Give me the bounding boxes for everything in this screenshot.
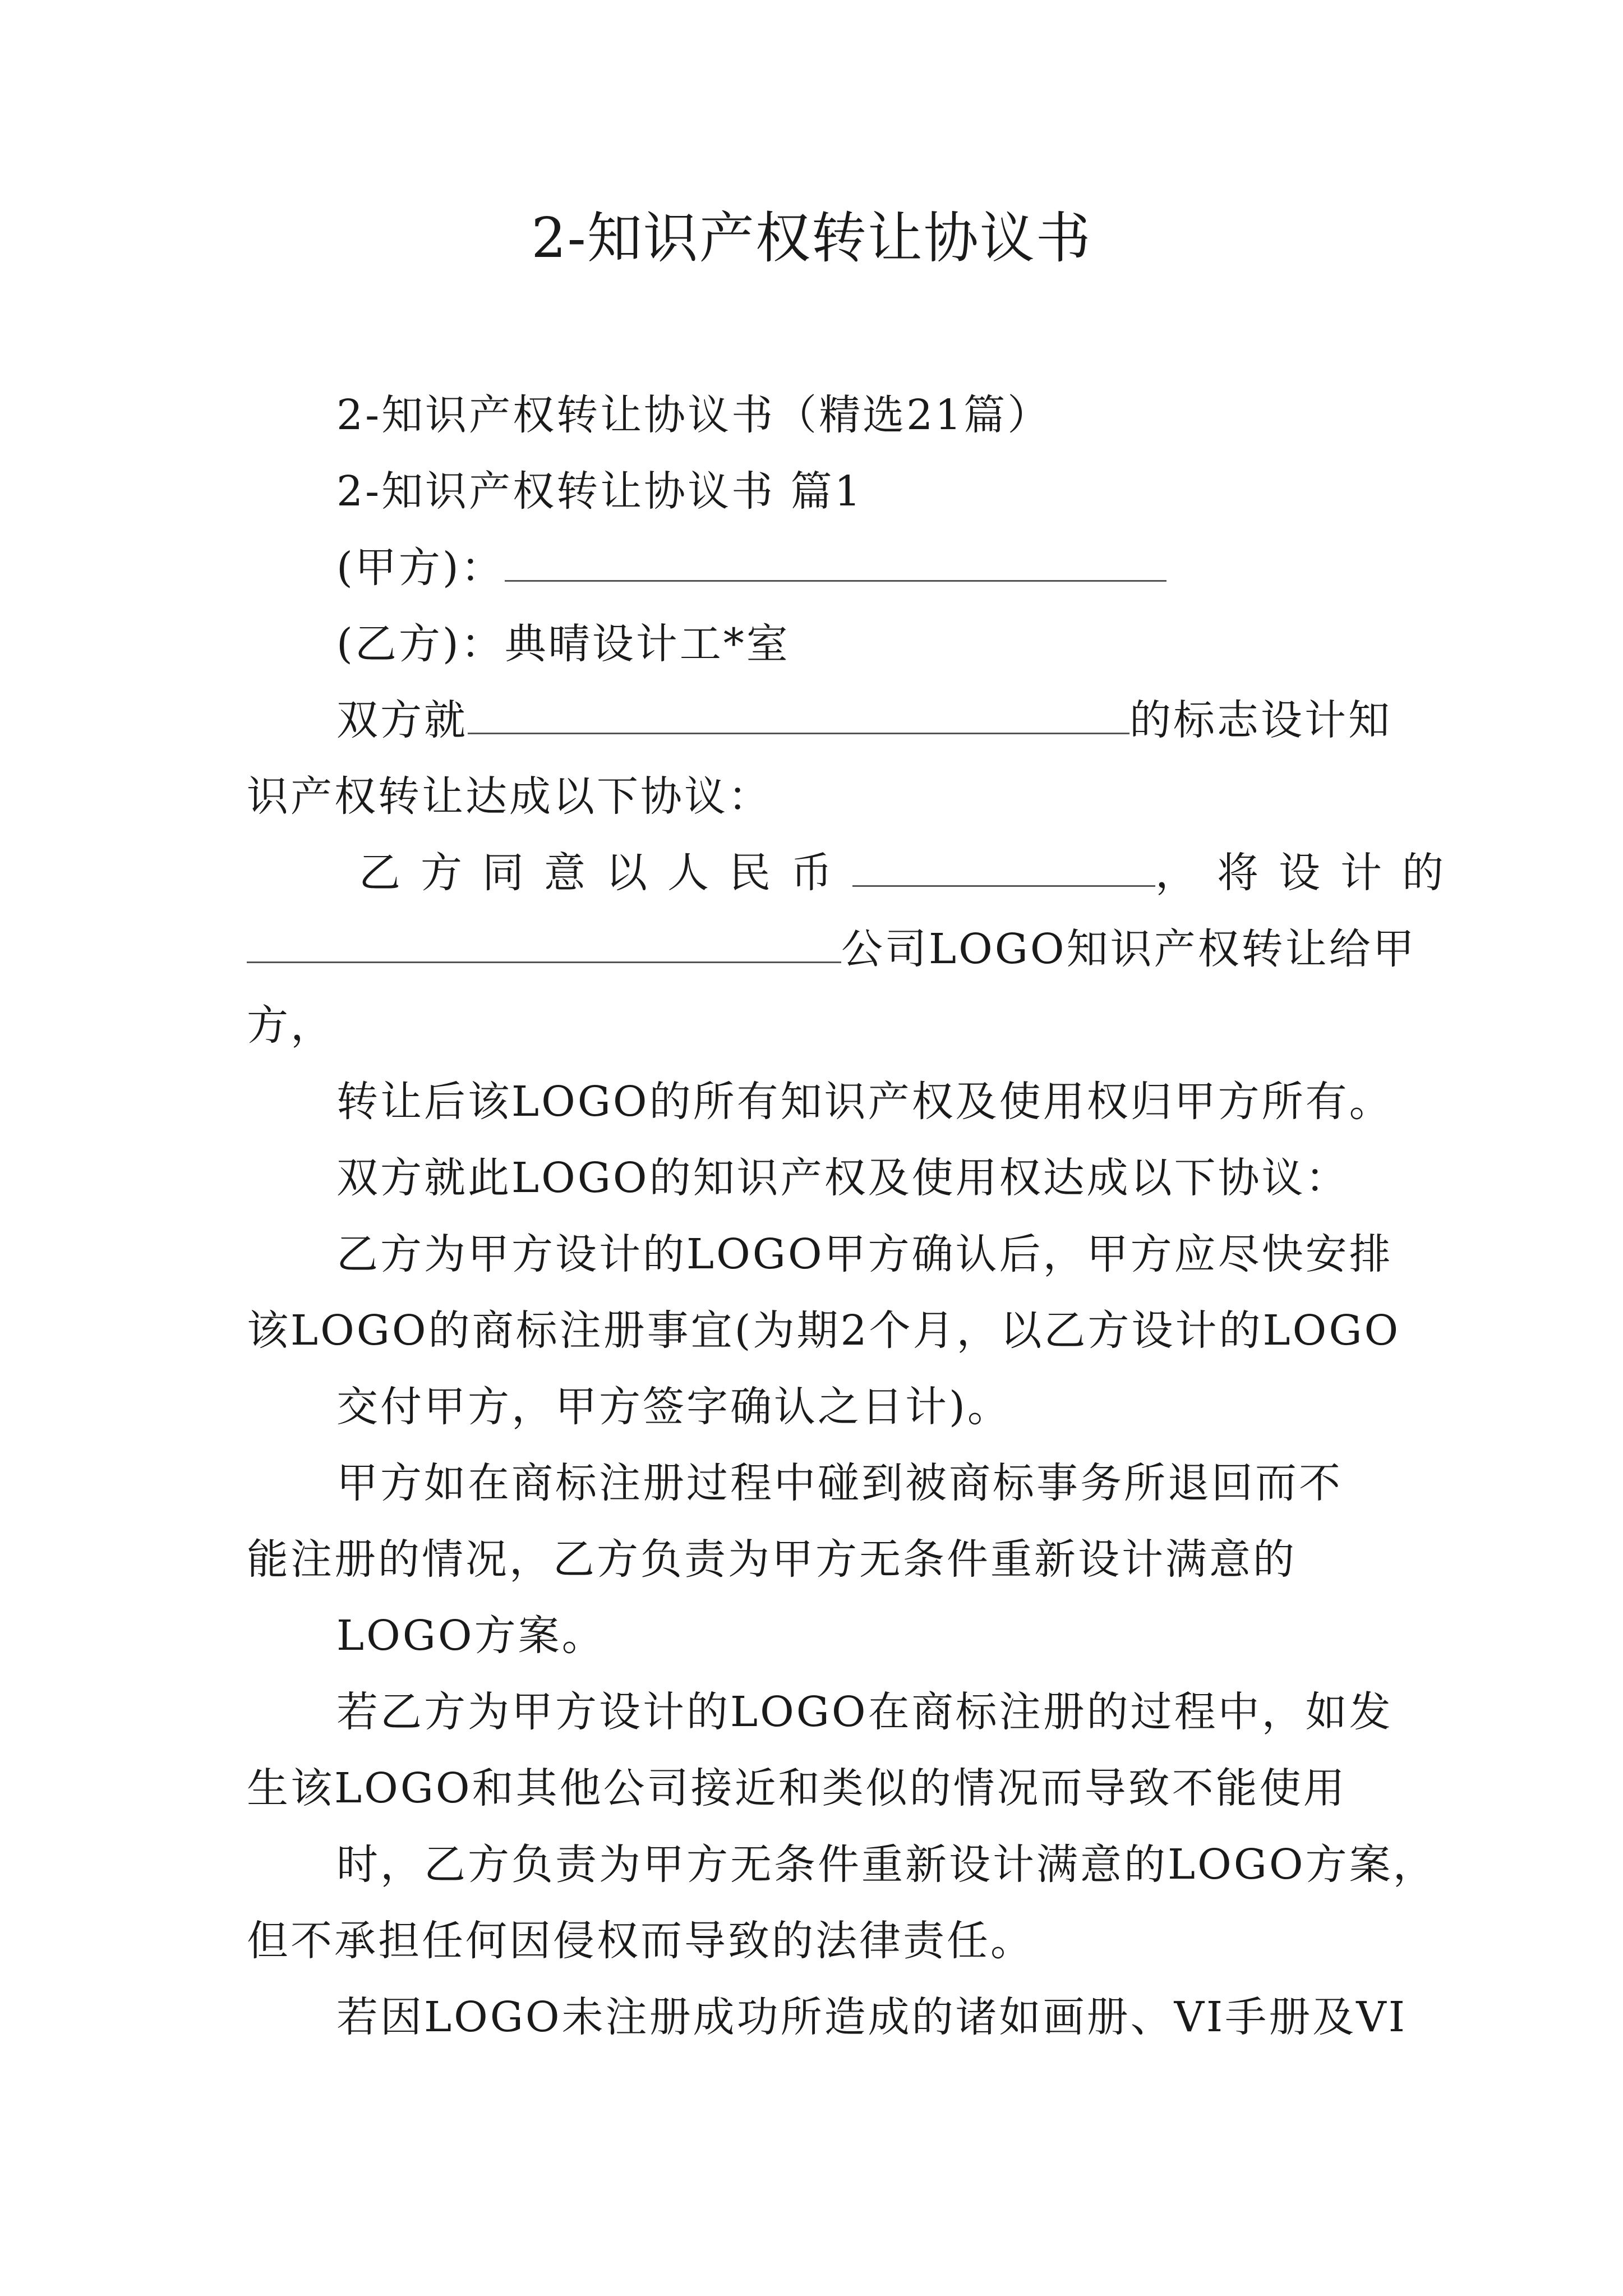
text-segment: 乙方同意以人民币: [359, 849, 852, 897]
subject-blank: [468, 699, 1129, 734]
company-blank: [247, 928, 841, 963]
text-line-15: 甲方如在商标注册过程中碰到被商标事务所退回而不: [336, 1459, 1343, 1507]
text-line-22: 若因LOGO未注册成功所造成的诸如画册、VI手册及VI: [336, 1993, 1407, 2041]
text-segment: ，将设计的: [1155, 849, 1464, 897]
text-line-18: 若乙方为甲方设计的LOGO在商标注册的过程中，如发: [336, 1688, 1393, 1736]
text-line-13: 该LOGO的商标注册事宜(为期2个月，以乙方设计的LOGO: [247, 1306, 1401, 1355]
document-title: 2-知识产权转让协议书: [531, 206, 1092, 270]
text-line-14: 交付甲方，甲方签字确认之日计)。: [336, 1383, 1011, 1431]
party-a-blank: [505, 546, 1166, 582]
text-line-19: 生该LOGO和其他公司接近和类似的情况而导致不能使用: [247, 1764, 1347, 1812]
text-line-2: 2-知识产权转让协议书 篇1: [336, 467, 863, 516]
text-segment: 公司LOGO知识产权转让给甲: [841, 925, 1417, 973]
text-line-12: 乙方为甲方设计的LOGO甲方确认后，甲方应尽快安排: [336, 1230, 1393, 1278]
text-segment: 的标志设计知: [1129, 696, 1392, 744]
text-line-10: 转让后该LOGO的所有知识产权及使用权归甲方所有。: [336, 1078, 1393, 1126]
text-line-17: LOGO方案。: [336, 1612, 606, 1660]
text-line-9: 方，: [247, 1001, 334, 1050]
text-line-7: [359, 845, 1464, 901]
text-line-5: [336, 692, 1392, 748]
text-line-16: 能注册的情况，乙方负责为甲方无条件重新设计满意的: [247, 1535, 1297, 1584]
text-line-6: 识产权转让达成以下协议：: [247, 772, 772, 821]
party-a-label: (甲方)：: [336, 544, 505, 592]
text-line-3: [336, 540, 1166, 596]
text-segment: 双方就: [336, 696, 468, 744]
text-line-11: 双方就此LOGO的知识产权及使用权达成以下协议：: [336, 1154, 1349, 1202]
text-line-4: (乙方)：典晴设计工*室: [336, 620, 790, 668]
amount-blank: [852, 852, 1155, 887]
text-line-20: 时，乙方负责为甲方无条件重新设计满意的LOGO方案，: [336, 1841, 1437, 1889]
text-line-21: 但不承担任何因侵权而导致的法律责任。: [247, 1917, 1034, 1965]
text-line-8: [247, 921, 1417, 977]
text-line-1: 2-知识产权转让协议书（精选21篇）: [336, 391, 1052, 439]
